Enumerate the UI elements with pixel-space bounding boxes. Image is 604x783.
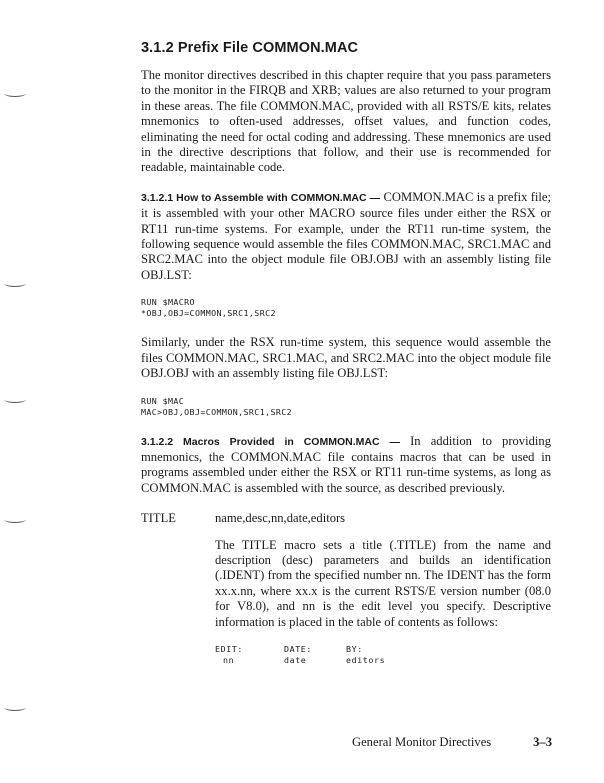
intro-paragraph: The monitor directives described in this chapter require that you pass parameters to the monitor in the FIRQB and XRB; values are also returned to your program in these areas. The file COMMON.MAC, provided with all RSTS/E kits, relates mnemonics to often-used addresses, offset values, and function codes, eliminating the need for octal coding and addressing. These mnemonics are used in the directive descriptions that follow, and their use is recommended for readable, maintainable code. <box>141 68 551 175</box>
subsection-heading: 3.1.2.2 Macros Provided in COMMON.MAC — <box>141 435 400 448</box>
table-cell: editors <box>346 654 386 665</box>
margin-mark <box>4 704 26 711</box>
subsection-text: COMMON.MAC is a prefix file; it is assembled with your other MACRO source files under either the RSX or RT11 run-time systems. For example, under the RT11 run-time system, the following sequence would assemble the files COMMON.MAC, SRC1.MAC and SRC2.MAC into the object module file OBJ.OBJ with an assembly listing file OBJ.LST: <box>141 189 551 282</box>
code-block-rt11: RUN $MACRO *OBJ,OBJ=COMMON,SRC1,SRC2 <box>141 297 276 319</box>
margin-mark <box>4 280 26 287</box>
macro-definition <box>141 511 551 526</box>
section-heading: 3.1.2 Prefix File COMMON.MAC <box>141 40 359 56</box>
margin-mark <box>4 396 26 403</box>
table-cell: date <box>284 654 307 665</box>
subsection-macros <box>141 434 551 497</box>
toc-format-table <box>215 644 551 666</box>
page-number: 3–3 <box>533 735 552 749</box>
table-header: DATE: <box>284 643 312 654</box>
margin-mark <box>4 516 26 523</box>
macro-description-block <box>215 538 551 666</box>
rsx-paragraph: Similarly, under the RSX run-time system, this sequence would assemble the files COMMON.MAC, SRC1.MAC, and SRC2.MAC into the object module file OBJ.OBJ with an assembly listing file OBJ.LST: <box>141 335 551 381</box>
subsection-text: In addition to providing mnemonics, the COMMON.MAC file contains macros that can be used in programs assembled under either the RSX or RT11 run-time systems, as long as COMMON.MAC is assembled with the source, as described previously. <box>141 433 551 495</box>
macro-term: TITLE <box>141 511 176 526</box>
page-footer <box>352 735 552 750</box>
macro-description: The TITLE macro sets a title (.TITLE) from the name and description (desc) parameters and builds an identification (.IDENT) from the specified number nn. The IDENT has the form xx.x.nn, where xx.x is the current RSTS/E version number (08.0 for V8.0), and nn is the edit level you specify. Descriptive information is placed in the table of contents as follows: <box>215 537 551 629</box>
table-header: EDIT: <box>215 643 243 654</box>
table-cell: nn <box>223 654 235 665</box>
footer-title: General Monitor Directives <box>352 735 492 749</box>
subsection-heading: 3.1.2.1 How to Assemble with COMMON.MAC — <box>141 191 381 204</box>
page-content <box>141 40 551 666</box>
table-header: BY: <box>346 643 363 654</box>
subsection-assemble <box>141 190 551 283</box>
code-block-rsx: RUN $MAC MAC>OBJ,OBJ=COMMON,SRC1,SRC2 <box>141 395 293 417</box>
margin-mark <box>4 90 26 97</box>
macro-signature: name,desc,nn,date,editors <box>215 511 346 526</box>
